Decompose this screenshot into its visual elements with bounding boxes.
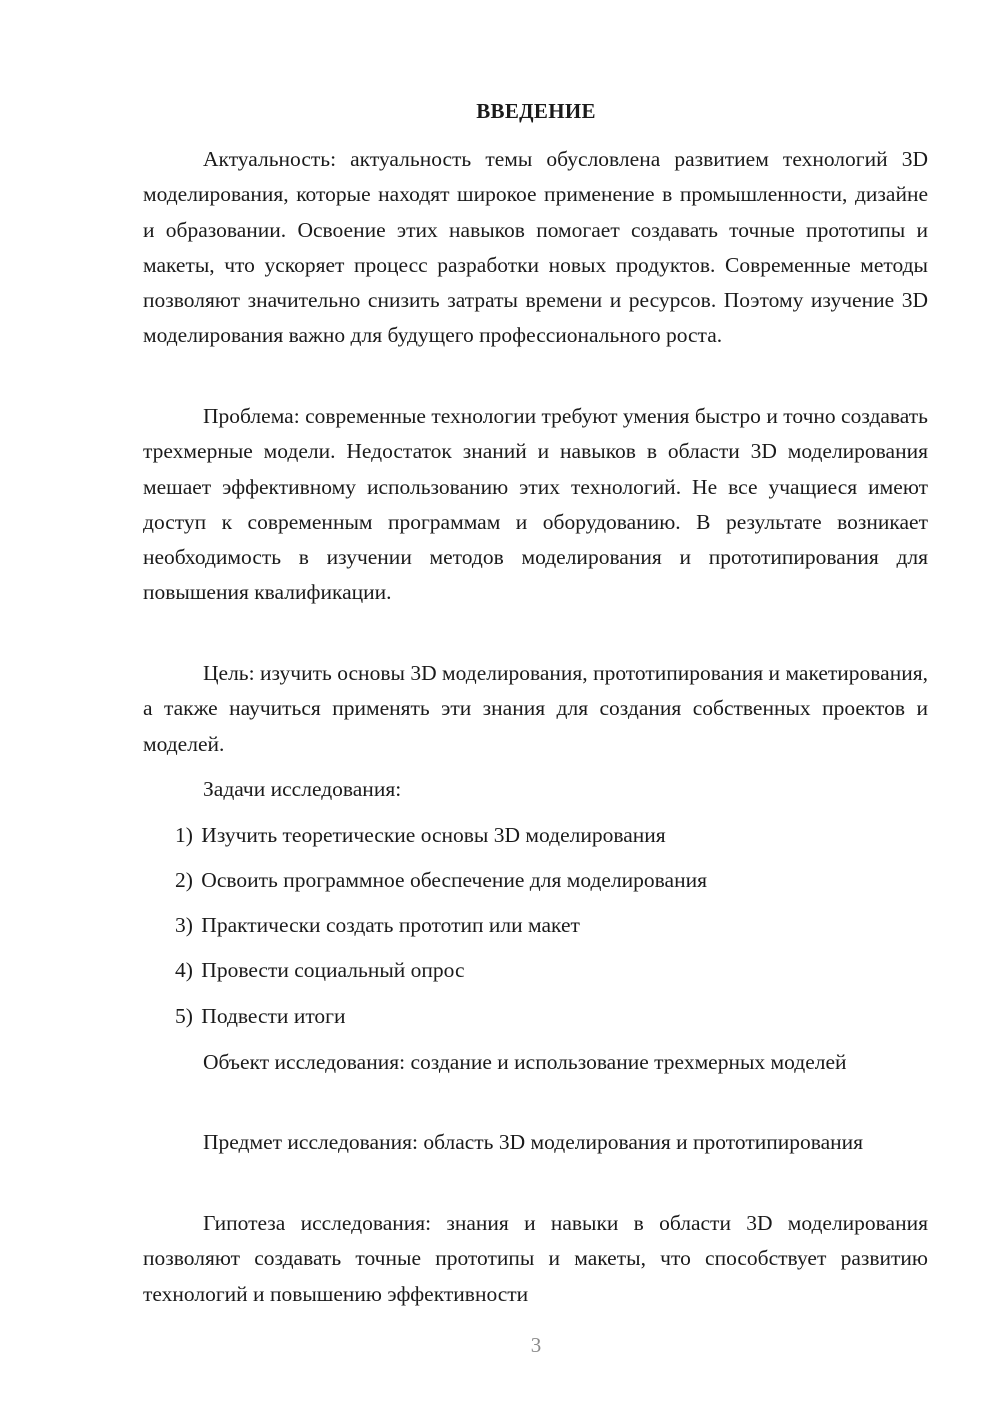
paragraph-object: Объект исследования: создание и использование трехмерных моделей [203, 1050, 847, 1074]
task-number: 1) [175, 823, 193, 847]
task-item-3 [175, 908, 580, 943]
task-text: Практически создать прототип или макет [201, 913, 580, 937]
task-number: 5) [175, 1004, 193, 1028]
task-text: Подвести итоги [201, 1004, 346, 1028]
task-text: Изучить теоретические основы 3D моделирования [201, 823, 666, 847]
section-title: ВВЕДЕНИЕ [476, 99, 596, 123]
paragraph-problem: Проблема: современные технологии требуют умения быстро и точно создавать трехмерные модели. Недостаток знаний и навыков в области 3D моделирования мешает эффективному использованию этих технологий. Не все учащиеся имеют доступ к современным программам и оборудованию. В результате возникает необходимость в изучении методов моделирования и прототипирования для повышения квалификации. [143, 404, 928, 605]
task-text: Провести социальный опрос [201, 958, 465, 982]
task-item-4 [175, 953, 464, 988]
task-item-1 [175, 818, 666, 853]
paragraph-goal: Цель: изучить основы 3D моделирования, прототипирования и макетирования, а также научиться применять эти знания для создания собственных проектов и моделей. [143, 661, 928, 756]
page-number: 3 [530, 1333, 542, 1357]
task-item-2 [175, 863, 707, 898]
task-number: 3) [175, 913, 193, 937]
paragraph-relevance: Актуальность: актуальность темы обусловлена развитием технологий 3D моделирования, которые находят широкое применение в промышленности, дизайне и образовании. Освоение этих навыков помогает создавать точные прототипы и макеты, что ускоряет процесс разработки новых продуктов. Современные методы позволяют значительно снизить затраты времени и ресурсов. Поэтому изучение 3D моделирования важно для будущего профессионального роста. [143, 147, 928, 348]
task-item-5 [175, 999, 346, 1034]
tasks-heading: Задачи исследования: [203, 777, 402, 801]
task-text: Освоить программное обеспечение для моделирования [201, 868, 707, 892]
paragraph-subject: Предмет исследования: область 3D моделирования и прототипирования [203, 1130, 864, 1154]
task-number: 2) [175, 868, 193, 892]
paragraph-hypothesis: Гипотеза исследования: знания и навыки в области 3D моделирования позволяют создавать точные прототипы и макеты, что способствует развитию технологий и повышению эффективности [143, 1211, 928, 1306]
task-number: 4) [175, 958, 193, 982]
